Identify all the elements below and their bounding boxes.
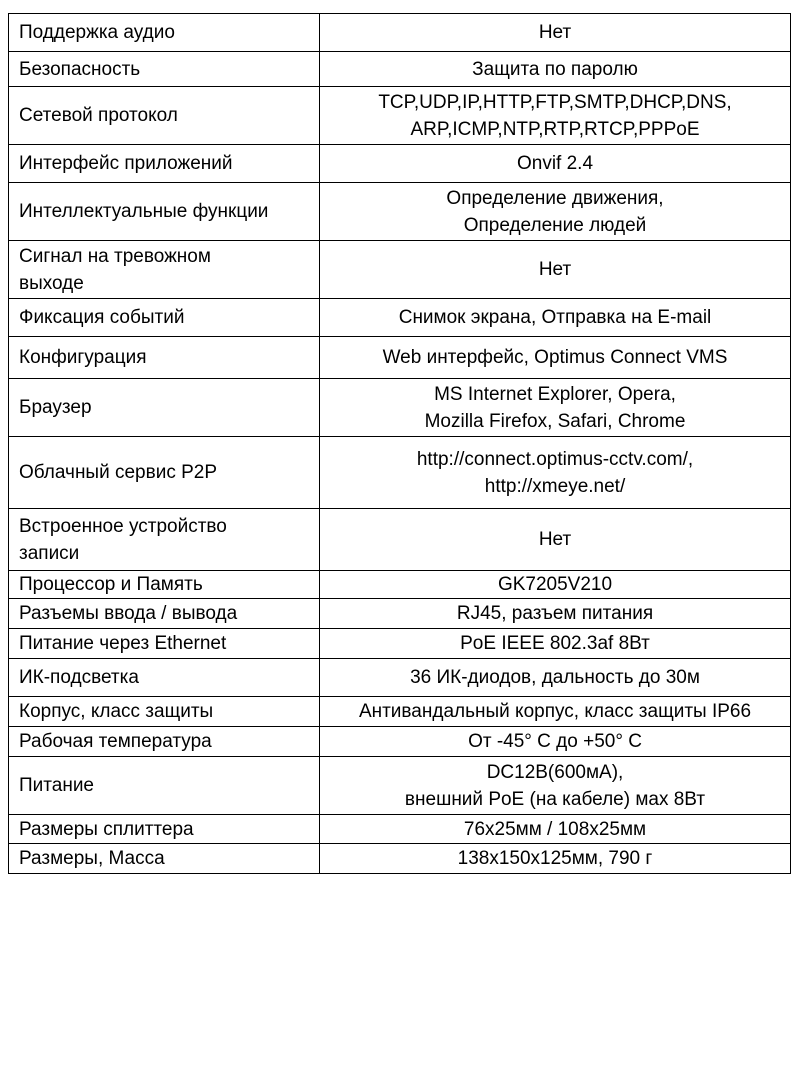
row-value: 76x25мм / 108x25мм xyxy=(320,815,791,844)
row-label: Питание через Ethernet xyxy=(9,629,320,659)
row-label: Корпус, класс защиты xyxy=(9,697,320,727)
row-label: Сетевой протокол xyxy=(9,87,320,145)
row-label: Облачный сервис P2P xyxy=(9,437,320,509)
table-row xyxy=(9,14,791,52)
table-row xyxy=(9,629,791,659)
table-row xyxy=(9,509,791,571)
row-label: Сигнал на тревожном выходе xyxy=(9,241,320,299)
table-row xyxy=(9,299,791,337)
row-value: Нет xyxy=(320,14,791,52)
table-row xyxy=(9,241,791,299)
row-value: PoE IEEE 802.3af 8Вт xyxy=(320,629,791,659)
table-row xyxy=(9,697,791,727)
table-row xyxy=(9,727,791,757)
row-label: Рабочая температура xyxy=(9,727,320,757)
spec-table xyxy=(8,13,791,874)
row-value: GK7205V210 xyxy=(320,571,791,599)
row-label: Процессор и Память xyxy=(9,571,320,599)
row-label: Безопасность xyxy=(9,52,320,87)
row-label: Поддержка аудио xyxy=(9,14,320,52)
table-row xyxy=(9,379,791,437)
row-value: Onvif 2.4 xyxy=(320,145,791,183)
table-row xyxy=(9,183,791,241)
row-label: Интеллектуальные функции xyxy=(9,183,320,241)
row-value: Web интерфейс, Optimus Connect VMS xyxy=(320,337,791,379)
row-label: Питание xyxy=(9,757,320,815)
row-label: Размеры сплиттера xyxy=(9,815,320,844)
row-label: Браузер xyxy=(9,379,320,437)
table-row xyxy=(9,571,791,599)
table-row xyxy=(9,337,791,379)
table-row xyxy=(9,437,791,509)
row-label: Встроенное устройство записи xyxy=(9,509,320,571)
row-label: Интерфейс приложений xyxy=(9,145,320,183)
table-row xyxy=(9,87,791,145)
row-value: DC12В(600мА), внешний PoE (на кабеле) мах 8Вт xyxy=(320,757,791,815)
table-row xyxy=(9,52,791,87)
row-label: Размеры, Масса xyxy=(9,844,320,874)
table-row xyxy=(9,659,791,697)
row-value: От -45° С до +50° С xyxy=(320,727,791,757)
row-value: Нет xyxy=(320,241,791,299)
row-value: http://connect.optimus-cctv.com/, http://xmeye.net/ xyxy=(320,437,791,509)
row-value: Снимок экрана, Отправка на E-mail xyxy=(320,299,791,337)
table-row xyxy=(9,145,791,183)
row-value: Антивандальный корпус, класс защиты IP66 xyxy=(320,697,791,727)
table-row xyxy=(9,844,791,874)
row-value: RJ45, разъем питания xyxy=(320,599,791,629)
row-value: TCP,UDP,IP,HTTP,FTP,SMTP,DHCP,DNS, ARP,ICMP,NTP,RTP,RTCP,PPPoE xyxy=(320,87,791,145)
row-label: Фиксация событий xyxy=(9,299,320,337)
row-label: ИК-подсветка xyxy=(9,659,320,697)
table-row xyxy=(9,815,791,844)
row-value: 36 ИК-диодов, дальность до 30м xyxy=(320,659,791,697)
row-value: MS Internet Explorer, Opera, Mozilla Firefox, Safari, Chrome xyxy=(320,379,791,437)
spec-table-body xyxy=(9,14,791,874)
row-value: Защита по паролю xyxy=(320,52,791,87)
row-label: Конфигурация xyxy=(9,337,320,379)
table-row xyxy=(9,599,791,629)
row-value: Определение движения, Определение людей xyxy=(320,183,791,241)
table-row xyxy=(9,757,791,815)
row-value: Нет xyxy=(320,509,791,571)
row-value: 138x150x125мм, 790 г xyxy=(320,844,791,874)
row-label: Разъемы ввода / вывода xyxy=(9,599,320,629)
